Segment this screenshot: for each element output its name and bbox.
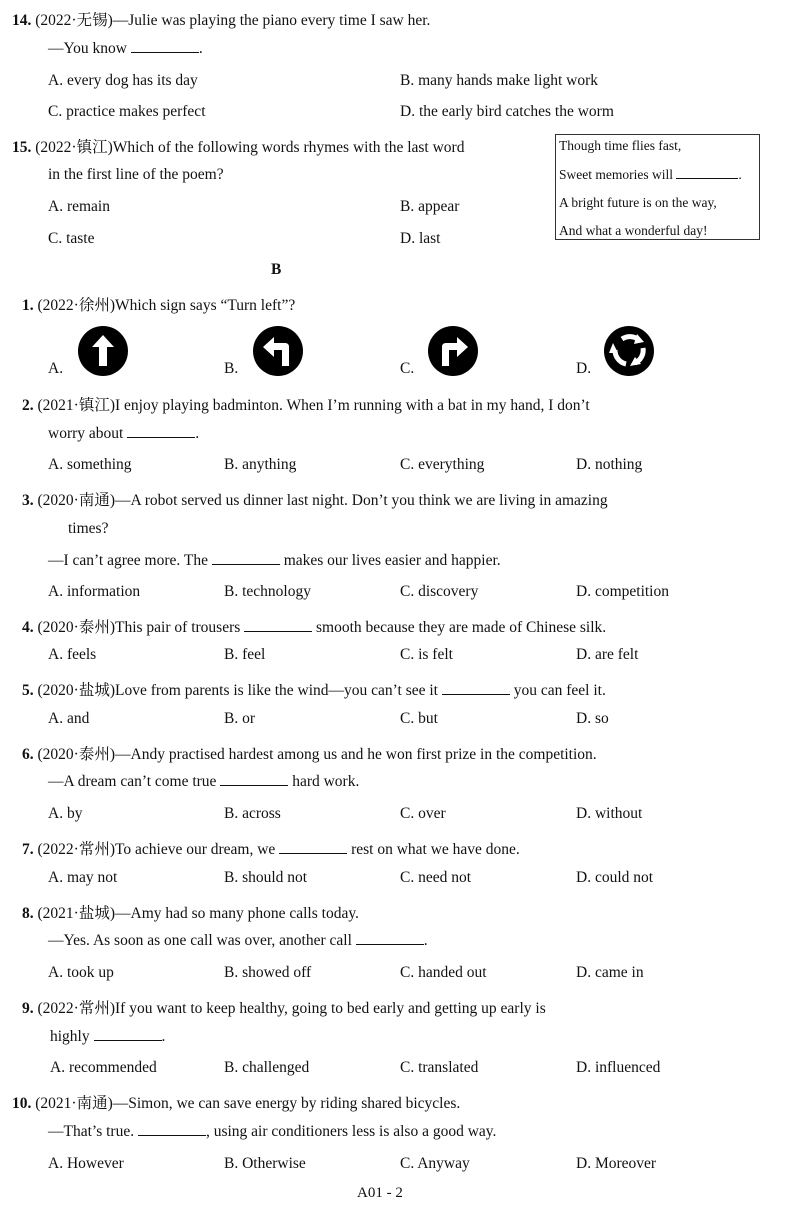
option-c: C. practice makes perfect (48, 103, 206, 120)
roundabout-icon (604, 326, 654, 376)
option-c: C. is felt (400, 646, 453, 663)
arrow-up-icon (78, 326, 128, 376)
question-source: (2022·常州) (37, 1000, 115, 1017)
option-a: A. and (48, 710, 90, 727)
option-b: B. appear (400, 198, 460, 215)
question-b9-stem (22, 996, 546, 1018)
option-b: B. showed off (224, 964, 312, 981)
question-15-line2: in the first line of the poem? (48, 166, 224, 183)
option-c: C. taste (48, 230, 95, 247)
turn-left-icon (253, 326, 303, 376)
question-text: . (423, 932, 428, 949)
option-b: B. should not (224, 869, 308, 886)
option-d: D. without (576, 805, 643, 822)
poem-line-2 (559, 166, 742, 183)
question-source: (2020·南通) (37, 492, 115, 509)
option-d: D. competition (576, 583, 669, 600)
option-d: D. influenced (576, 1059, 661, 1076)
question-number: 7. (22, 841, 34, 858)
question-b1-stem (22, 293, 295, 315)
question-text: smooth because they are made of Chinese silk. (316, 619, 607, 636)
question-b4-stem (22, 615, 606, 637)
answer-blank (127, 425, 195, 438)
option-d: D. are felt (576, 646, 639, 663)
answer-blank (94, 1028, 162, 1041)
option-a: A. remain (48, 198, 110, 215)
question-text: —A robot served us dinner last night. Don’t you think we are living in amazing (115, 492, 608, 509)
turn-right-icon (428, 326, 478, 376)
option-a: A. feels (48, 646, 97, 663)
question-b2-line2 (48, 425, 199, 443)
option-a: A. However (48, 1155, 124, 1172)
option-a: A. information (48, 583, 141, 600)
option-d: D. nothing (576, 456, 643, 473)
question-source: (2020·盐城) (37, 682, 115, 699)
question-number: 1. (22, 297, 34, 314)
question-b8-stem (22, 901, 359, 923)
question-source: (2020·泰州) (37, 619, 115, 636)
question-b6-stem (22, 742, 597, 764)
question-text: —Amy had so many phone calls today. (115, 905, 359, 922)
answer-blank (131, 40, 199, 53)
question-text: —I can’t agree more. The (48, 552, 208, 569)
question-14-line2 (48, 40, 203, 58)
question-b2-stem (22, 393, 590, 415)
option-b: B. anything (224, 456, 297, 473)
question-number: 6. (22, 746, 34, 763)
question-b7-stem (22, 837, 520, 859)
question-text: I enjoy playing badminton. When I’m running with a bat in my hand, I don’t (115, 397, 590, 414)
question-source: (2022·镇江) (35, 139, 113, 156)
option-c: C. (400, 360, 415, 377)
question-text: rest on what we have done. (351, 841, 520, 858)
option-b: B. technology (224, 583, 311, 600)
question-text: highly (50, 1028, 90, 1045)
question-text: This pair of trousers (115, 619, 241, 636)
option-d: D. Moreover (576, 1155, 657, 1172)
question-b5-stem (22, 678, 606, 700)
option-d: D. came in (576, 964, 644, 981)
section-heading: B (271, 261, 282, 278)
option-c: C. discovery (400, 583, 479, 600)
poem-line-4: And what a wonderful day! (559, 223, 708, 238)
question-b3-line2: times? (68, 520, 109, 537)
question-source: (2022·常州) (37, 841, 115, 858)
option-d: D. (576, 360, 592, 377)
question-text: Love from parents is like the wind—you can’t see it (115, 682, 438, 699)
option-a: A. by (48, 805, 83, 822)
page-number: A01 - 2 (357, 1185, 403, 1201)
question-text: —Andy practised hardest among us and he won first prize in the competition. (115, 746, 597, 763)
option-b: B. feel (224, 646, 266, 663)
question-text: . (161, 1028, 166, 1045)
option-a: A. may not (48, 869, 118, 886)
question-b6-line2 (48, 773, 359, 791)
question-text: —Julie was playing the piano every time I saw her. (112, 12, 431, 29)
option-d: D. last (400, 230, 441, 247)
question-text: hard work. (292, 773, 360, 790)
option-c: C. but (400, 710, 438, 727)
answer-blank (279, 841, 347, 854)
answer-blank (138, 1123, 206, 1136)
option-b: B. across (224, 805, 281, 822)
option-c: C. need not (400, 869, 472, 886)
option-a: A. took up (48, 964, 114, 981)
question-text: —You know (48, 40, 127, 57)
option-b: B. challenged (224, 1059, 310, 1076)
question-b10-stem (12, 1091, 460, 1113)
question-15-stem (12, 135, 464, 157)
option-b: B. many hands make light work (400, 72, 599, 89)
question-text: , using air conditioners less is also a good way. (205, 1123, 497, 1140)
question-number: 5. (22, 682, 34, 699)
option-d: D. could not (576, 869, 654, 886)
question-b9-line2 (50, 1028, 165, 1046)
question-text: . (198, 40, 203, 57)
question-number: 4. (22, 619, 34, 636)
option-c: C. Anyway (400, 1155, 470, 1172)
poem-line-1: Though time flies fast, (559, 138, 682, 153)
question-source: (2021·盐城) (37, 905, 115, 922)
question-text: If you want to keep healthy, going to bed early and getting up early is (115, 1000, 546, 1017)
option-c: C. handed out (400, 964, 487, 981)
poem-text: Sweet memories will (559, 167, 673, 182)
question-text: Which of the following words rhymes with the last word (112, 139, 465, 156)
answer-blank (220, 773, 288, 786)
option-a: A. something (48, 456, 132, 473)
question-text: Which sign says “Turn left”? (115, 297, 296, 314)
question-text: To achieve our dream, we (115, 841, 276, 858)
answer-blank (244, 619, 312, 632)
question-b8-line2 (48, 932, 428, 950)
question-source: (2021·南通) (35, 1095, 113, 1112)
answer-blank (676, 166, 738, 179)
option-b: B. (224, 360, 239, 377)
question-b3-line3 (48, 552, 501, 570)
question-text: . (195, 425, 200, 442)
question-text: —Simon, we can save energy by riding shared bicycles. (112, 1095, 461, 1112)
question-text: you can feel it. (513, 682, 606, 699)
question-text: —A dream can’t come true (48, 773, 217, 790)
option-c: C. everything (400, 456, 485, 473)
question-source: (2020·泰州) (37, 746, 115, 763)
question-source: (2022·徐州) (37, 297, 115, 314)
option-d: D. so (576, 710, 609, 727)
question-number: 15. (12, 139, 32, 156)
question-number: 9. (22, 1000, 34, 1017)
question-number: 14. (12, 12, 32, 29)
answer-blank (212, 552, 280, 565)
question-14-stem (12, 8, 430, 30)
poem-box (555, 134, 760, 240)
option-c: C. over (400, 805, 446, 822)
question-text: makes our lives easier and happier. (283, 552, 501, 569)
option-d: D. the early bird catches the worm (400, 103, 614, 120)
question-number: 2. (22, 397, 34, 414)
option-c: C. translated (400, 1059, 479, 1076)
option-a: A. (48, 360, 64, 377)
question-source: (2022·无锡) (35, 12, 113, 29)
question-text: —That’s true. (48, 1123, 135, 1140)
option-a: A. every dog has its day (48, 72, 198, 89)
option-b: B. or (224, 710, 255, 727)
question-number: 10. (12, 1095, 32, 1112)
answer-blank (356, 932, 424, 945)
question-text: worry about (48, 425, 124, 442)
answer-blank (442, 682, 510, 695)
option-b: B. Otherwise (224, 1155, 306, 1172)
poem-line-3: A bright future is on the way, (559, 195, 717, 210)
question-number: 8. (22, 905, 34, 922)
poem-text: . (738, 167, 742, 182)
question-text: —Yes. As soon as one call was over, another call (48, 932, 352, 949)
option-a: A. recommended (50, 1059, 157, 1076)
question-number: 3. (22, 492, 34, 509)
question-b10-line2 (48, 1123, 496, 1141)
question-source: (2021·镇江) (37, 397, 115, 414)
question-b3-stem (22, 488, 608, 510)
